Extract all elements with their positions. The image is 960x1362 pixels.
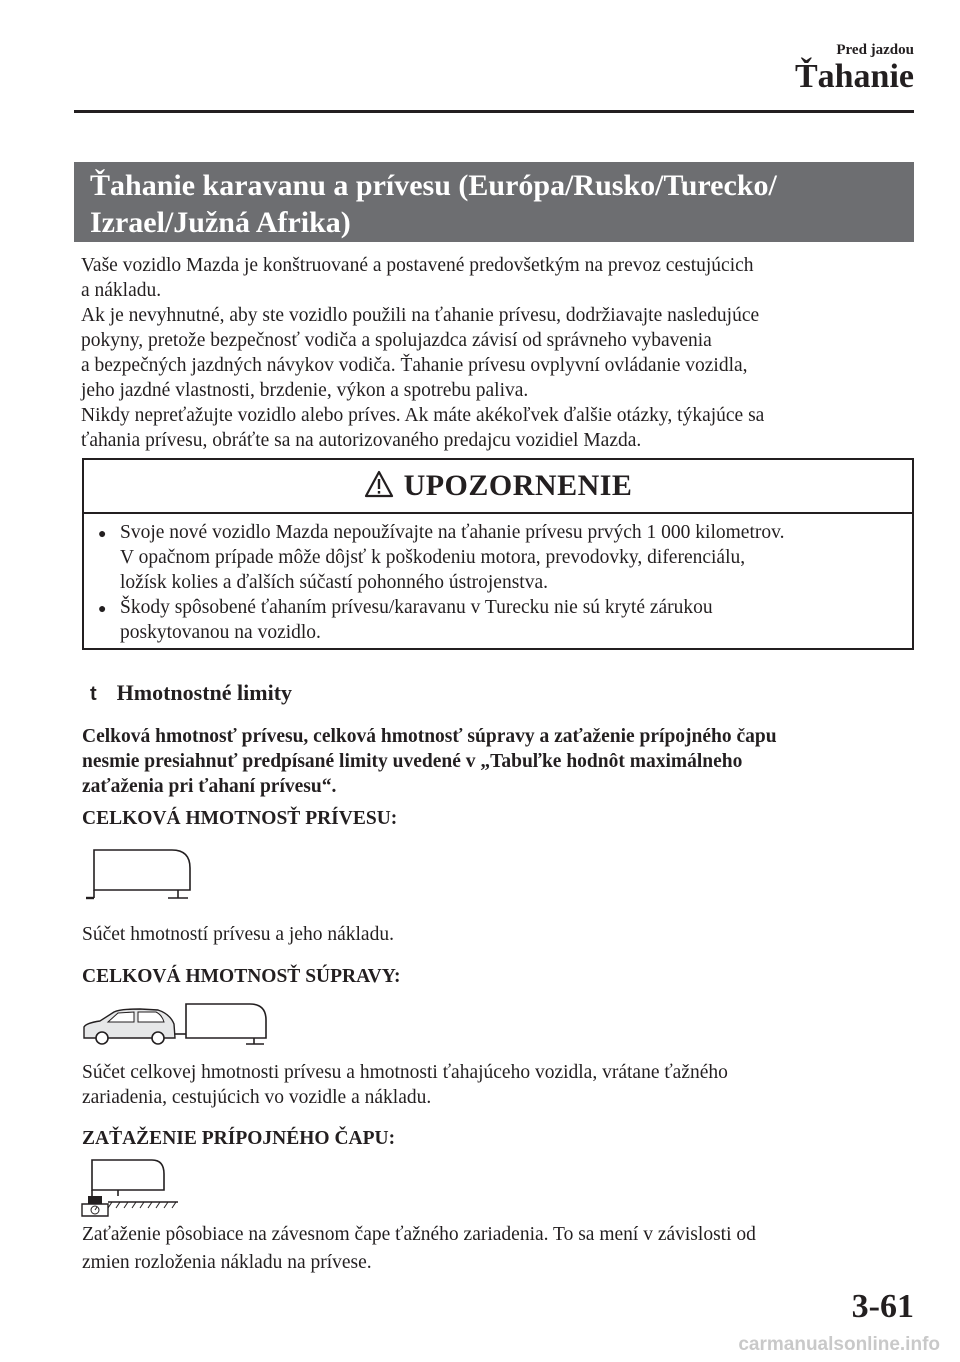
trailer-tongue-scale-icon: [78, 1156, 182, 1223]
desc-line: Zaťaženie pôsobiace na závesnom čape ťažného zariadenia. To sa mení v závislosti od: [82, 1224, 756, 1245]
tongue-load-desc: [82, 1222, 756, 1275]
chapter-title: Ťahanie: [794, 58, 914, 95]
intro-paragraph: [81, 253, 911, 453]
trailer-weight-label: CELKOVÁ HMOTNOSŤ PRÍVESU:: [82, 808, 398, 829]
warning-header: [84, 460, 912, 514]
bullet-icon: ●: [98, 527, 107, 542]
warning-title: UPOZORNENIE: [403, 469, 633, 502]
intro-line: ťahania prívesu, obráťte sa na autorizovaného predajcu vozidiel Mazda.: [81, 430, 642, 451]
intro-line: a nákladu.: [81, 280, 162, 301]
warning-line: Škody spôsobené ťahaním prívesu/karavanu v Turecku nie sú kryté zárukou: [120, 597, 713, 618]
desc-line: Súčet celkovej hmotnosti prívesu a hmotnosti ťahajúceho vozidla, vrátane ťažného: [82, 1062, 728, 1083]
desc-line: zmien rozloženia nákladu na prívese.: [82, 1252, 372, 1273]
warning-box: [82, 458, 914, 650]
limits-line: Celková hmotnosť prívesu, celková hmotnosť súpravy a zaťaženie prípojného čapu: [82, 726, 777, 747]
section-header: Pred jazdou: [836, 42, 914, 58]
page-number: 3-61: [851, 1288, 914, 1325]
bullet-icon: ●: [98, 602, 107, 617]
warning-line: Svoje nové vozidlo Mazda nepoužívajte na ťahanie prívesu prvých 1 000 kilometrov.: [120, 522, 785, 543]
limits-paragraph: [82, 724, 912, 799]
warning-line: V opačnom prípade môže dôjsť k poškodeniu motora, prevodovky, diferenciálu,: [120, 547, 746, 568]
warning-item: [98, 520, 898, 595]
combination-weight-desc: [82, 1060, 728, 1110]
section-marker: t: [90, 683, 97, 705]
warning-body: [84, 514, 912, 645]
intro-line: Ak je nevyhnutné, aby ste vozidlo použili na ťahanie prívesu, dodržiavajte nasledujúce: [81, 305, 760, 326]
intro-line: pokyny, pretože bezpečnosť vodiča a spolujazdca závisí od správneho vybavenia: [81, 330, 712, 351]
combination-weight-label: CELKOVÁ HMOTNOSŤ SÚPRAVY:: [82, 966, 401, 987]
topic-banner: [74, 162, 914, 242]
header-divider: [74, 110, 914, 113]
watermark: carmanualsonline.info: [738, 1334, 940, 1355]
warning-item: [98, 595, 898, 645]
trailer-weight-desc: [82, 922, 394, 947]
banner-line-2: Izrael/Južná Afrika): [90, 206, 351, 239]
intro-line: jeho jazdné vlastnosti, brzdenie, výkon a spotrebu paliva.: [81, 380, 529, 401]
intro-line: Nikdy nepreťažujte vozidlo alebo príves. Ak máte akékoľvek ďalšie otázky, týkajúce sa: [81, 405, 765, 426]
intro-line: a bezpečných jazdných návykov vodiča. Ťahanie prívesu ovplyvní ovládanie vozidla,: [81, 355, 748, 376]
warning-triangle-icon: [364, 470, 394, 503]
subsection-heading: [90, 680, 292, 706]
trailer-icon: [84, 846, 196, 907]
limits-line: nesmie presiahnuť predpísané limity uvedené v „Tabuľke hodnôt maximálneho: [82, 751, 743, 772]
subsection-title: Hmotnostné limity: [116, 680, 293, 705]
banner-line-1: Ťahanie karavanu a prívesu (Európa/Rusko/Turecko/: [90, 169, 777, 202]
warning-line: poskytovanou na vozidlo.: [120, 622, 321, 643]
desc-line: zariadenia, cestujúcich vo vozidle a nákladu.: [82, 1087, 432, 1108]
intro-line: Vaše vozidlo Mazda je konštruované a postavené predovšetkým na prevoz cestujúcich: [81, 255, 754, 276]
limits-line: zaťaženia pri ťahaní prívesu“.: [82, 776, 337, 797]
desc-line: Súčet hmotností prívesu a jeho nákladu.: [82, 924, 394, 945]
car-with-trailer-icon: [78, 1000, 274, 1053]
warning-line: ložísk kolies a ďalších súčastí pohonného ústrojenstva.: [120, 572, 548, 593]
tongue-load-label: ZAŤAŽENIE PRÍPOJNÉHO ČAPU:: [82, 1128, 396, 1149]
